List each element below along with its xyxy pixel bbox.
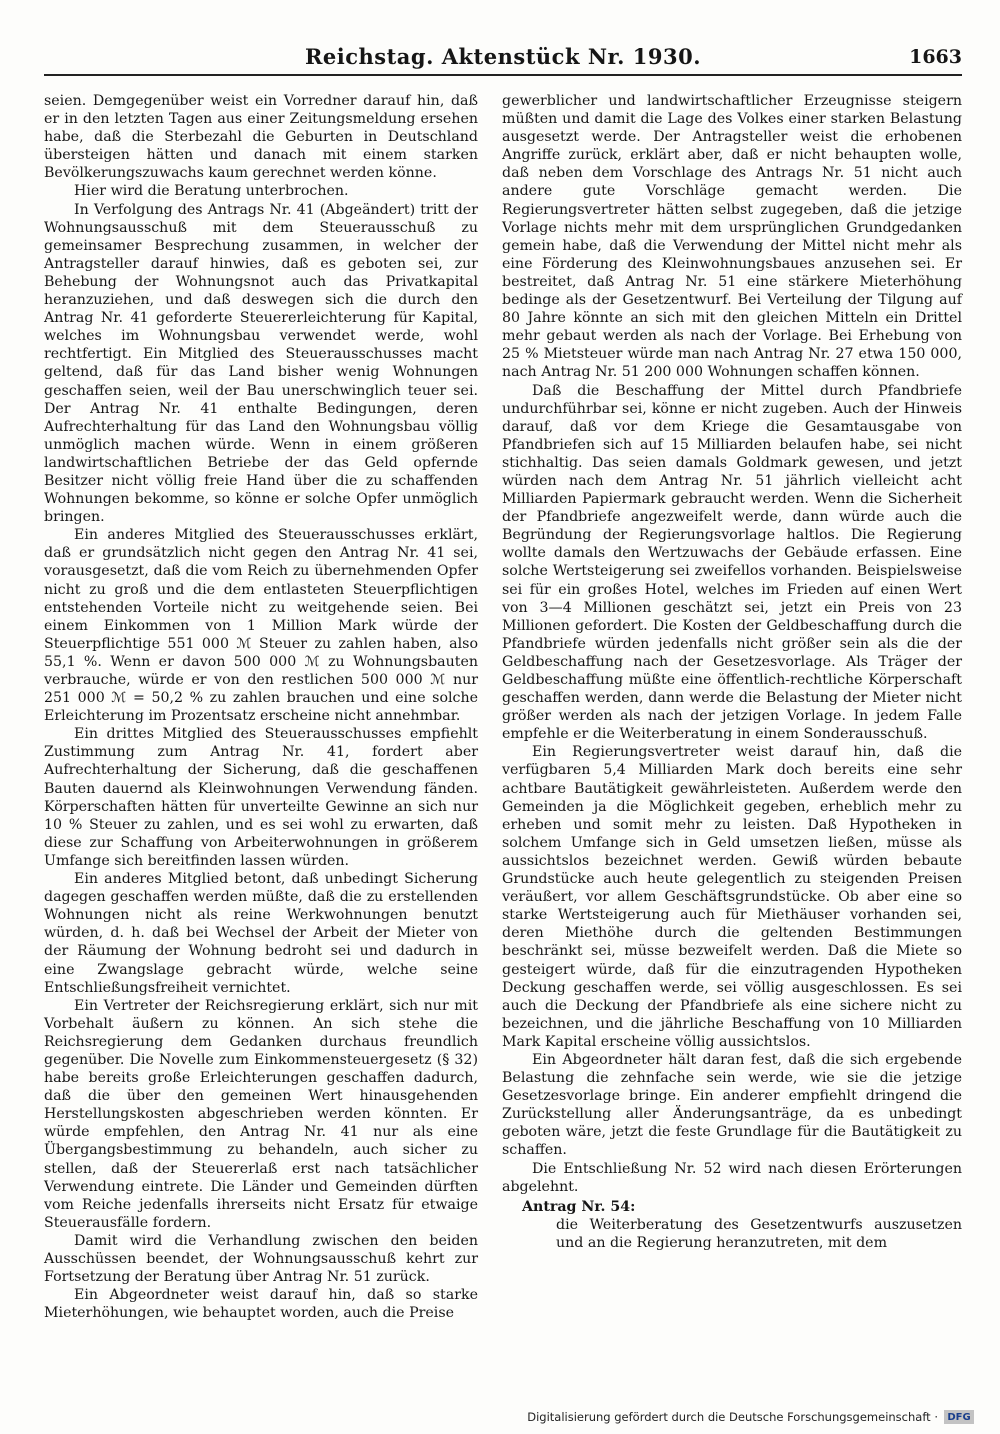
paragraph: Ein Vertreter der Reichsregierung erklärt, sich nur mit Vorbehalt äußern zu können. An sich stehe die Reichsregierung dem Gedanken durchaus freundlich gegenüber. Die Novelle zum Einkommensteuergesetz (§ 32) habe bereits große Erleichterungen geschaffen dadurch, daß die über den gemeinen Wert hinausgehenden Herstellungskosten abgeschrieben werden könnten. Er würde empfehlen, den Antrag Nr. 41 nur als eine Übergangsbestimmung zu behandeln, auch sicher zu stellen, daß der Steuererlaß erst nach tatsächlicher Verwendung eintrete. Die Länder und Gemeinden dürften vom Reiche jedenfalls ihrerseits nicht Ersatz für etwaige Steuerausfälle fordern. (44, 997, 478, 1231)
paragraph: In Verfolgung des Antrags Nr. 41 (Abgeändert) tritt der Wohnungsausschuß mit dem Steuerausschuß zu gemeinsamer Besprechung zusammen, in welcher der Antragsteller darauf hinwies, daß es geboten sei, zur Behebung der Wohnungsnot auch das Privatkapital heranzuziehen, und daß deswegen sich die durch den Antrag Nr. 41 geforderte Steuererleichterung für Kapital, welches im Wohnungsbau verwendet werde, wohl rechtfertigt. Ein Mitglied des Steuerausschusses macht geltend, daß für das Land bisher wenig Wohnungen geschaffen seien, weil der Bau unerschwinglich teuer sei. Der Antrag Nr. 41 enthalte Bedingungen, deren Aufrechterhaltung für das Land den Wohnungsbau völlig unmöglich machen würde. Wenn in einem größeren landwirtschaftlichen Betriebe der das Geld opfernde Besitzer nicht völlig freie Hand über die zu schaffenden Wohnungen bekomme, so könne er solche Opfer unmöglich bringen. (44, 201, 478, 526)
footer-text: Digitalisierung gefördert durch die Deutsche Forschungsgemeinschaft · (527, 1410, 938, 1424)
paragraph: Ein drittes Mitglied des Steuerausschusses empfiehlt Zustimmung zum Antrag Nr. 41, fordert aber Aufrechterhaltung der Sicherung, daß die geschaffenen Bauten dauernd als Kleinwohnungen Verwendung fänden. Körperschaften hätten für unverteilte Gewinne an sich nur 10 % Steuer zu zahlen, und es sei wohl zu erwarten, daß diese zur Schaffung von Arbeiterwohnungen in größerem Umfange sich bereitfinden lassen würden. (44, 726, 478, 869)
paragraph: Hier wird die Beratung unterbrochen. (74, 183, 349, 200)
paragraph: Ein Abgeordneter hält daran fest, daß die sich ergebende Belastung die zehnfache sein werde, wie sie die jetzige Gesetzesvorlage bringe. Ein anderer empfiehlt dringend die Zurückstellung aller Änderungsanträge, da es unbedingt geboten wäre, jetzt die feste Grundlage für die Bautätigkeit zu schaffen. (502, 1051, 962, 1159)
running-title: Reichstag. Aktenstück Nr. 1930. (304, 44, 702, 69)
paragraph: gewerblicher und landwirtschaftlicher Erzeugnisse steigern müßten und damit die Lage des Volkes einer starken Belastung ausgesetzt werde. Der Antragsteller weist die erhobenen Angriffe zurück, erklärt aber, daß er nicht behaupten wolle, daß neben dem Vorschlage des Antrags Nr. 51 nicht auch andere gute Vorschläge gemacht werden. Die Regierungsvertreter hätten selbst zugegeben, daß die jetzige Vorlage nichts mehr mit dem ursprünglichen Grundgedanken gemein habe, daß die Verwendung der Mittel nicht mehr als eine Förderung des Kleinwohnungsbaues anzusehen sei. Er bestreitet, daß Antrag Nr. 51 eine stärkere Mieterhöhung bedinge als der Gesetzentwurf. Bei Verteilung der Tilgung auf 80 Jahre könnte an sich mit den gleichen Mitteln ein Drittel mehr gebaut werden als nach der Vorlage. Bei Erhebung von 25 % Mietsteuer würde man nach Antrag Nr. 27 etwa 150 000, nach Antrag Nr. 51 200 000 Wohnungen schaffen können. (502, 93, 962, 381)
page-header (44, 44, 962, 76)
paragraph: Ein Regierungsvertreter weist darauf hin, daß die verfügbaren 5,4 Milliarden Mark doch bereits eine sehr achtbare Bautätigkeit gewährleisteten. Außerdem werde den Gemeinden ja die Möglichkeit gegeben, erheblich mehr zu erheben und somit mehr zu leisten. Daß Hypotheken in solchem Umfange sich in Geld umsetzen ließen, müsse als aussichtslos bezeichnet werden. Gewiß würden bebaute Grundstücke auch heute gelegentlich zu steigenden Preisen veräußert, vor allem Geschäftsgrundstücke. Ob aber eine so starke Wertsteigerung auch für Miethäuser vorhanden sei, deren Miethöhe durch die geltenden Bestimmungen beschränkt sei, müsse bezweifelt werden. Daß die Miete so gesteigert würde, daß für die einzutragenden Hypotheken Deckung geschaffen werde, sei völlig ausgeschlossen. Es sei auch die Deckung der Pfandbriefe als eine sichere nicht zu bezeichnen, und die jährliche Beschaffung von 10 Milliarden Mark Kapital erscheine völlig aussichtslos. (502, 744, 962, 1050)
motion-heading: Antrag Nr. 54: (522, 1198, 636, 1215)
motion-text: die Weiterberatung des Gesetzentwurfs auszusetzen und an die Regierung heranzutreten, mit dem (556, 1216, 962, 1251)
paragraph: Ein anderes Mitglied des Steuerausschusses erklärt, daß er grundsätzlich nicht gegen den Antrag Nr. 41 sei, vorausgesetzt, daß die vom Reich zu übernehmenden Opfer nicht zu groß und die dem entlasteten Steuerpflichtigen entstehenden Vorteile nicht zu weitgehende seien. Bei einem Einkommen von 1 Million Mark würde der Steuerpflichtige 551 000 ℳ Steuer zu zahlen haben, also 55,1 %. Wenn er davon 500 000 ℳ zu Wohnungsbauten verbrauche, würde er von den restlichen 500 000 ℳ nur 251 000 ℳ = 50,2 % zu zahlen brauchen und eine solche Erleichterung im Prozentsatz erscheine nicht annehmbar. (44, 527, 478, 725)
paragraph: Die Entschließung Nr. 52 wird nach diesen Erörterungen abgelehnt. (502, 1160, 962, 1195)
paragraph: seien. Demgegenüber weist ein Vorredner darauf hin, daß er in den letzten Tagen aus einer Zeitungsmeldung ersehen habe, daß die Sterbezahl die Geburten in Deutschland übersteigen hätten und danach mit einem starken Bevölkerungszuwachs kaum gerechnet werden könne. (44, 93, 478, 182)
right-column (502, 92, 962, 1252)
page-number: 1663 (909, 46, 962, 68)
paragraph: Ein anderes Mitglied betont, daß unbedingt Sicherung dagegen geschaffen werden müßte, daß die zu erstellenden Wohnungen nicht als reine Werkwohnungen benutzt würden, d. h. daß bei Wechsel der Arbeit der Mieter von der Räumung der Wohnung bedroht sei und dadurch in eine Zwangslage gebracht würde, welche seine Entschließungsfreiheit vernichtet. (44, 871, 478, 996)
paragraph: Daß die Beschaffung der Mittel durch Pfandbriefe undurchführbar sei, könne er nicht zugeben. Auch der Hinweis darauf, daß vor dem Kriege die Gesamtausgabe von Pfandbriefen sich auf 15 Milliarden belaufen habe, sei nicht stichhaltig. Das seien damals Goldmark gewesen, und jetzt würden nach dem Antrag Nr. 51 jährlich vielleicht acht Milliarden Papiermark gebraucht werden. Wenn die Sicherheit der Pfandbriefe angezweifelt werde, dann würde auch die Begründung der Regierungsvorlage haltlos. Die Regierung wollte damals den Wertzuwachs der Gebäude erfassen. Eine solche Wertsteigerung sei zweifellos vorhanden. Beispielsweise sei für ein großes Hotel, welches im Frieden auf einen Wert von 3—4 Millionen geschätzt sei, jetzt ein Preis von 23 Millionen gefordert. Die Kosten der Geldbeschaffung durch die Pfandbriefe würden jedenfalls nicht größer sein als die der Geldbeschaffung nach der Gesetzesvorlage. Als Träger der Geldbeschaffung müßte eine öffentlich-rechtliche Körperschaft geschaffen werden, dann werde die Belastung der Mieter nicht größer werden als nach der jetzigen Vorlage. In jedem Falle empfehle er die Weiterberatung in einem Sonderausschuß. (502, 382, 962, 743)
digitization-footer (527, 1410, 974, 1424)
paragraph: Damit wird die Verhandlung zwischen den beiden Ausschüssen beendet, der Wohnungsausschuß kehrt zur Fortsetzung der Beratung über Antrag Nr. 51 zurück. (44, 1232, 478, 1286)
left-column (44, 92, 478, 1322)
paragraph: Ein Abgeordneter weist darauf hin, daß so starke Mieterhöhungen, wie behauptet worden, auch die Preise (44, 1287, 478, 1322)
dfg-logo: DFG (944, 1410, 974, 1424)
